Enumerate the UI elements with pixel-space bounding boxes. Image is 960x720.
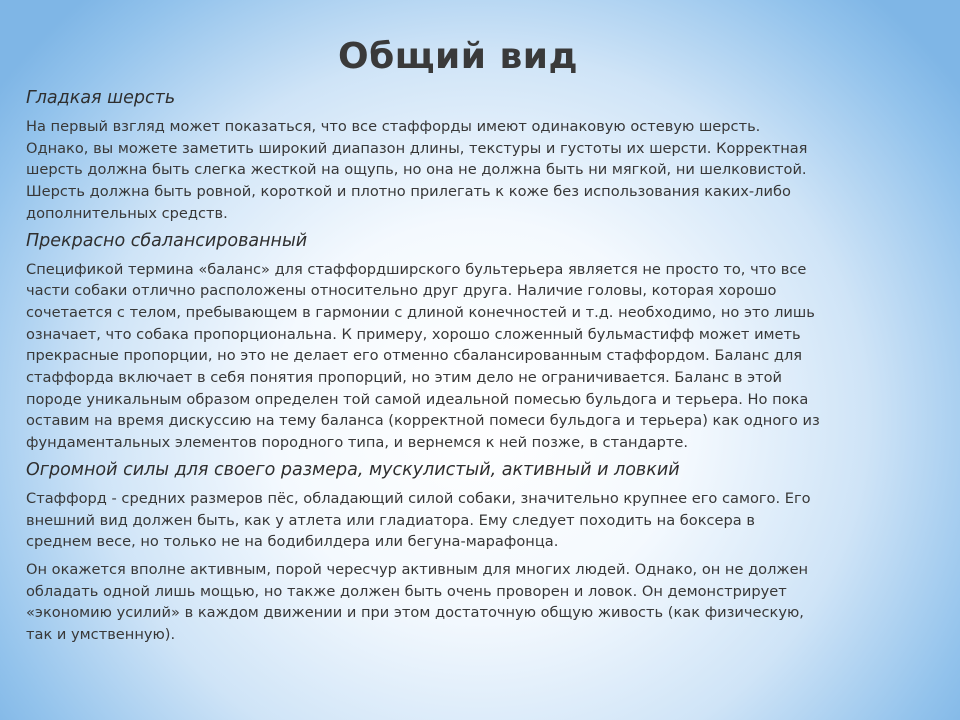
section-heading-strength: Огромной силы для своего размера, мускулистый, активный и ловкий (26, 459, 680, 480)
slide-content (26, 88, 941, 652)
paragraph-line: «экономию усилий» в каждом движении и при этом достаточную общую живость (как физическую, (26, 604, 804, 622)
section-heading-smooth-coat: Гладкая шерсть (26, 88, 176, 108)
paragraph-line: На первый взгляд может показаться, что все стаффорды имеют одинаковую остевую шерсть. (26, 118, 761, 135)
slide-title: Общий вид (338, 36, 579, 77)
section-paragraph (26, 116, 941, 225)
paragraph-line: фундаментальных элементов породного типа, и вернемся к ней позже, в стандарте. (26, 434, 688, 452)
paragraph-line: прекрасные пропорции, но это не делает его отменно сбалансированным стаффордом. Баланс для (26, 347, 803, 365)
paragraph-line: обладать одной лишь мощью, но также должен быть очень проворен и ловок. Он демонстрирует (26, 582, 787, 600)
section-paragraph (26, 259, 941, 454)
paragraph-line: Шерсть должна быть ровной, короткой и плотно прилегать к коже без использования каких-либо (26, 183, 791, 201)
paragraph-line: Он окажется вполне активным, порой чересчур активным для многих людей. Однако, он не должен (26, 560, 809, 578)
paragraph-line: части собаки отлично расположены относительно друг друга. Наличие головы, которая хорошо (26, 282, 777, 300)
section-heading-balanced: Прекрасно сбалансированный (26, 230, 308, 251)
paragraph-line: внешний вид должен быть, как у атлета или гладиатора. Ему следует походить на боксера в (26, 511, 755, 529)
section-paragraph (26, 559, 941, 646)
paragraph-line: Однако, вы можете заметить широкий диапазон длины, текстуры и густоты их шерсти. Корректная (26, 139, 808, 157)
paragraph-line: стаффорда включает в себя понятия пропорций, но этим дело не ограничивается. Баланс в этой (26, 369, 783, 387)
paragraph-line: шерсть должна быть слегка жесткой на ощупь, но она не должна быть ни мягкой, ни шелковистой. (26, 161, 807, 179)
paragraph-line: Спецификой термина «баланс» для стаффордширского бультерьера является не просто то, что все (26, 260, 807, 278)
paragraph-line: среднем весе, но только не на бодибилдера или бегуна-марафонца. (26, 533, 559, 551)
paragraph-line: породе уникальным образом определен той самой идеальной помесью бульдога и терьера. Но пока (26, 390, 809, 408)
paragraph-line: Стаффорд - средних размеров пёс, обладающий силой собаки, значительно крупнее его самого. Его (26, 489, 811, 507)
paragraph-line: означает, что собака пропорциональна. К примеру, хорошо сложенный бульмастифф может иметь (26, 325, 801, 343)
paragraph-line: так и умственную). (26, 626, 176, 644)
paragraph-line: сочетается с телом, пребывающем в гармонии с длиной конечностей и т.д. необходимо, но это лишь (26, 303, 815, 321)
paragraph-line: дополнительных средств. (26, 204, 228, 222)
paragraph-line: оставим на время дискуссию на тему баланса (корректной помеси бульдога и терьера) как одного из (26, 412, 820, 430)
section-paragraph (26, 488, 941, 553)
